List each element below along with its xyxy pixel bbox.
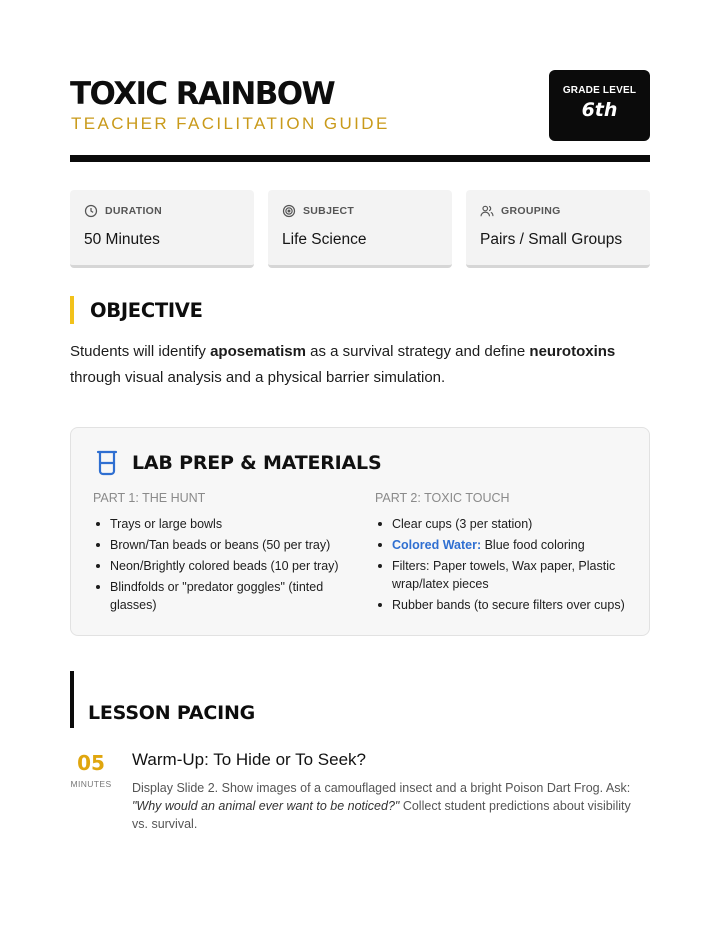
part-1-column (93, 491, 363, 617)
part-2-heading: PART 2: TOXIC TOUCH (375, 491, 510, 505)
list-item: Rubber bands (to secure filters over cups) (375, 596, 630, 614)
grouping-label: GROUPING (501, 205, 561, 217)
colored-water-highlight: Colored Water: (392, 538, 482, 552)
list-item: Brown/Tan beads or beans (50 per tray) (93, 536, 363, 554)
pacing-title: LESSON PACING (88, 702, 256, 724)
objective-text: Students will identify aposematism as a survival strategy and define neurotoxins through visual analysis and a physical barrier simulation. (70, 343, 616, 386)
objective-accent-bar (70, 296, 74, 324)
list-item: Filters: Paper towels, Wax paper, Plastic wrap/latex pieces (375, 557, 630, 593)
grade-level-label: GRADE LEVEL (562, 85, 637, 96)
grade-level-badge (549, 70, 650, 141)
duration-card (70, 190, 254, 268)
part-2-column (375, 491, 630, 617)
term-neurotoxins: neurotoxins (529, 343, 616, 360)
step-minutes-unit: MINUTES (70, 779, 112, 789)
document-header (70, 70, 650, 162)
pacing-accent-bar (70, 671, 74, 728)
info-cards (70, 190, 650, 268)
document-title: TOXIC RAINBOW (70, 76, 335, 112)
term-aposematism: aposematism (210, 343, 306, 360)
list-item: Blindfolds or "predator goggles" (tinted glasses) (93, 578, 343, 614)
users-icon (480, 204, 494, 218)
target-icon (282, 204, 296, 218)
list-item: Clear cups (3 per station) (375, 515, 630, 533)
beaker-icon (95, 450, 119, 476)
step-minutes: 05 (77, 751, 105, 775)
subject-card (268, 190, 452, 268)
grade-level-value: 6th (581, 99, 618, 121)
document-subtitle: TEACHER FACILITATION GUIDE (71, 114, 390, 133)
grouping-value: Pairs / Small Groups (480, 231, 623, 248)
objective-heading (70, 296, 203, 324)
subject-value: Life Science (282, 231, 367, 248)
list-item: Trays or large bowls (93, 515, 363, 533)
step-title: Warm-Up: To Hide or To Seek? (132, 750, 366, 769)
list-item: Neon/Brightly colored beads (10 per tray) (93, 557, 363, 575)
part-1-heading: PART 1: THE HUNT (93, 491, 206, 505)
lab-prep-card (70, 427, 650, 636)
step-description: Display Slide 2. Show images of a camouflaged insect and a bright Poison Dart Frog. Ask: "Why would an animal ever want to be noticed?" Collect student predictions about visibility vs. survival. (132, 781, 631, 831)
clock-icon (84, 204, 98, 218)
duration-label: DURATION (105, 205, 163, 217)
subject-label: SUBJECT (303, 205, 355, 217)
list-item: Colored Water: Blue food coloring (375, 536, 630, 554)
grouping-card (466, 190, 650, 268)
header-divider (70, 155, 650, 162)
step-quote: "Why would an animal ever want to be noticed?" (132, 799, 400, 813)
objective-title: OBJECTIVE (90, 298, 203, 322)
lab-prep-title: LAB PREP & MATERIALS (132, 452, 382, 474)
duration-value: 50 Minutes (84, 231, 160, 248)
